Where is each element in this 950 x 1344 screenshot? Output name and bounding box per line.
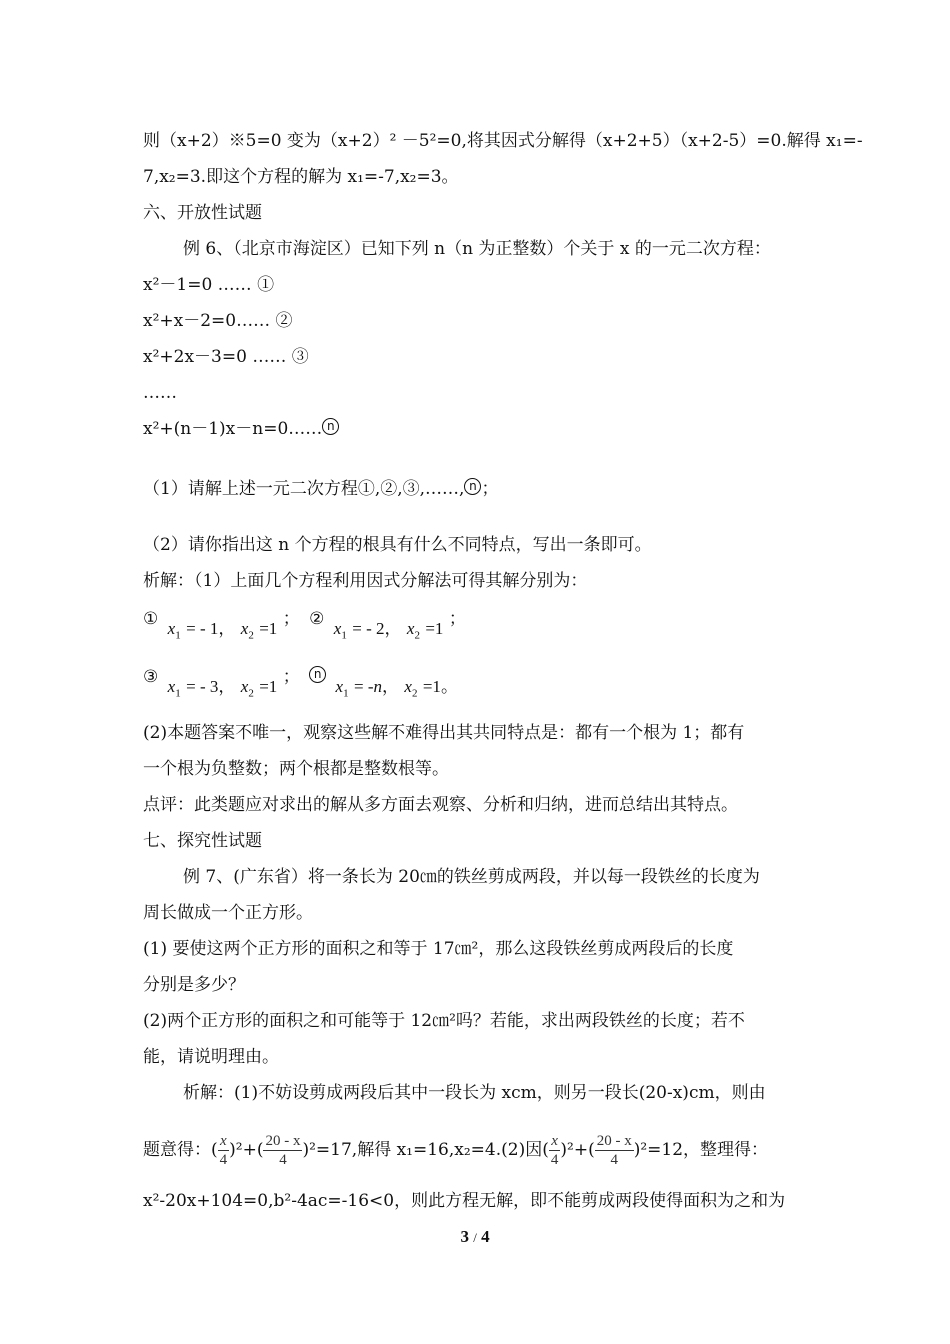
math-var: x [406, 619, 415, 638]
solution-row [143, 608, 466, 642]
section-heading: 六、开放性试题 [143, 203, 262, 223]
fraction-denominator: 4 [550, 1152, 559, 1168]
math-value: = - 3 [186, 677, 219, 696]
math-var: n [373, 677, 382, 696]
circled-n-symbol: n [309, 666, 326, 683]
punctuation: ， [218, 677, 236, 697]
equation-line: x²－1=0 …… ① [143, 275, 275, 295]
math-value: = - 1 [186, 619, 219, 638]
math-var: x [333, 619, 342, 638]
circled-number: ① [143, 609, 159, 629]
page-separator: / [473, 1230, 477, 1245]
equation-text: 题意得：( [143, 1140, 218, 1160]
math-var: x [240, 619, 249, 638]
text-line: (2)本题答案不唯一，观察这些解不难得出其共同特点是：都有一个根为 1；都有 [143, 723, 745, 743]
text-line: x²-20x+104=0,b²-4ac=-16<0，则此方程无解，即不能剪成两段使得面积为之和为 [143, 1191, 786, 1211]
question-line: (2)两个正方形的面积之和可能等于 12㎝²吗？若能，求出两段铁丝的长度；若不 [143, 1011, 745, 1031]
question-text: （1）请解上述一元二次方程①,②,③,……, [143, 479, 465, 499]
analysis-line: 析解：（1）上面几个方程利用因式分解法可得其解分别为： [143, 571, 588, 591]
example-title: 例 6、（北京市海淀区）已知下列 n（n 为正整数）个关于 x 的一元二次方程： [183, 239, 771, 259]
math-var: x [240, 677, 249, 696]
punctuation: ， [218, 619, 236, 639]
punctuation: 。 [440, 677, 458, 697]
circled-number: ③ [143, 667, 159, 687]
section-heading: 七、探究性试题 [143, 831, 262, 851]
punctuation: ， [381, 677, 399, 697]
math-var: x [404, 677, 412, 696]
page-current: 3 [460, 1227, 469, 1246]
equation-text: )²+( [229, 1140, 264, 1160]
math-value: =1 [259, 677, 278, 696]
math-sub: 2 [248, 629, 254, 642]
question-line: 能，请说明理由。 [143, 1047, 279, 1067]
punctuation: ； [282, 609, 300, 629]
fraction-denominator: 4 [279, 1152, 287, 1168]
fraction [263, 1132, 302, 1169]
equation-line: x²+x－2=0…… ② [143, 311, 293, 331]
ellipsis-line: …… [143, 383, 177, 403]
math-sub: 2 [411, 687, 418, 700]
math-sub: 1 [343, 687, 349, 700]
text-line: 周长做成一个正方形。 [143, 903, 313, 923]
fraction-numerator: x [218, 1132, 230, 1151]
circled-n-symbol: n [322, 418, 339, 435]
punctuation: ， [384, 619, 402, 639]
math-var: x [167, 619, 176, 638]
comment-line: 点评：此类题应对求出的解从多方面去观察、分析和归纳，进而总结出其特点。 [143, 795, 738, 815]
math-value: =1 [259, 619, 278, 638]
math-value: = - 2 [352, 619, 385, 638]
math-sub: 2 [248, 687, 254, 700]
equation-line: x²+2x－3=0 …… ③ [143, 347, 309, 367]
math-value: =1 [422, 677, 441, 696]
example-title: 例 7、(广东省）将一条长为 20㎝的铁丝剪成两段，并以每一段铁丝的长度为 [183, 867, 760, 887]
math-var: x [335, 677, 344, 696]
fraction-numerator: x [549, 1132, 561, 1151]
fraction-numerator: 20 - x [265, 1133, 301, 1149]
page-total: 4 [481, 1227, 490, 1246]
text-line: 则（x+2）※5=0 变为（x+2）² －5²=0,将其因式分解得（x+2+5）（x+2-5）=0.解得 x₁=- [143, 131, 863, 151]
math-sub: 1 [175, 687, 181, 700]
fraction-numerator: 20 - x [596, 1133, 632, 1149]
equation-line [143, 418, 339, 440]
math-value: = - [353, 677, 374, 696]
fraction [549, 1132, 561, 1169]
question-line: (1) 要使这两个正方形的面积之和等于 17㎝²，那么这段铁丝剪成两段后的长度 [143, 939, 734, 959]
analysis-line: 析解：(1)不妨设剪成两段后其中一段长为 xcm，则另一段长(20-x)cm，则由 [183, 1083, 766, 1103]
equation-text: )²=17,解得 x₁=16,x₂=4.(2)因( [302, 1140, 549, 1160]
fraction-denominator: 4 [610, 1152, 618, 1168]
equation-text: )²=12，整理得： [633, 1140, 769, 1160]
circled-n-symbol: n [464, 478, 481, 495]
punctuation: ； [448, 609, 466, 629]
fraction [595, 1132, 634, 1169]
text-line: 一个根为负整数；两个根都是整数根等。 [143, 759, 449, 779]
punctuation: ； [481, 479, 499, 499]
solution-row [143, 666, 458, 700]
text-line: 7,x₂=3.即这个方程的解为 x₁=-7,x₂=3。 [143, 167, 459, 187]
question-line: （2）请你指出这 n 个方程的根具有什么不同特点，写出一条即可。 [143, 535, 652, 555]
question-line [143, 478, 498, 500]
fraction [218, 1132, 230, 1169]
fraction-equation-line [143, 1130, 768, 1170]
math-value: =1 [425, 619, 444, 638]
math-var: x [167, 677, 176, 696]
equation-text: )²+( [560, 1140, 595, 1160]
punctuation: ； [282, 667, 300, 687]
math-sub: 1 [175, 629, 181, 642]
math-sub: 1 [341, 629, 347, 642]
page-number [0, 1227, 950, 1247]
equation-text: x²+(n－1)x－n=0…… [143, 419, 323, 439]
question-line: 分别是多少？ [143, 975, 245, 995]
circled-number: ② [309, 609, 325, 629]
fraction-denominator: 4 [219, 1152, 228, 1168]
math-sub: 2 [414, 629, 420, 642]
